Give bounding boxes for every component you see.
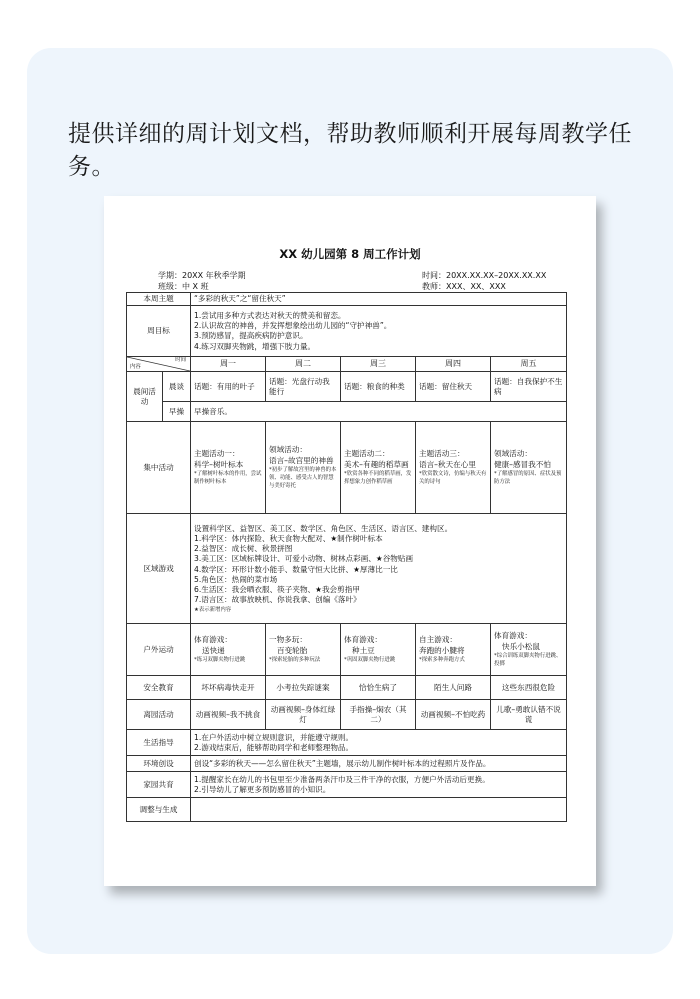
goals-list (191, 306, 567, 357)
area-item: 4.数学区：环形计数小能手、数量守恒大比拼、★厚薄比一比 (194, 564, 398, 574)
outdoor-note: *练习双脚夹物行进跳 (194, 656, 246, 663)
morning-exercise-value: 早操音乐。 (191, 402, 567, 422)
leave-cell: 儿歌–勇敢认错不说谎 (491, 700, 567, 730)
morning-exercise-row (127, 402, 567, 422)
area-item: 设置科学区、益智区、美工区、数学区、角色区、生活区、语言区、建构区。 (194, 523, 453, 533)
morning-talk-cell: 话题：有用的叶子 (191, 372, 266, 402)
area-item: 1.科学区：体内探险、秋天食物大配对、★制作树叶标本 (194, 533, 383, 543)
group-activity-cell (416, 422, 491, 514)
semester-info: 学期：20XX 年秋季学期 (158, 271, 246, 280)
time-info: 时间：20XX.XX.XX–20XX.XX.XX (422, 271, 547, 280)
group-activity-row (127, 422, 567, 514)
outdoor-name: 种土豆 (352, 645, 375, 655)
activity-note: *欣赏各种不同的稻草画，发挥想象力创作稻草画 (344, 470, 412, 485)
class-info: 班级：中 X 班 (158, 282, 209, 291)
header-content-label: 内容 (130, 363, 141, 370)
activity-type: 领域活动： (494, 449, 532, 459)
outdoor-name: 百变轮胎 (277, 645, 308, 655)
area-item: 2.益智区：成长树、秋景拼图 (194, 544, 293, 554)
life-label: 生活指导 (127, 730, 191, 756)
morning-talk-cell: 话题：自我保护不生病 (491, 372, 567, 402)
leave-cell: 动画视频–不怕吃药 (416, 700, 491, 730)
outdoor-name: 送快递 (202, 645, 225, 655)
leave-row (127, 700, 567, 730)
weekly-plan-table (126, 292, 567, 822)
area-game-list (191, 514, 567, 624)
morning-talk-cell: 话题：光盘行动我能行 (266, 372, 341, 402)
diagonal-header-cell (127, 357, 191, 372)
leave-cell: 动画视频–我不挑食 (191, 700, 266, 730)
group-activity-cell (491, 422, 567, 514)
outdoor-name: 奔跑的小腱将 (419, 645, 465, 655)
document-page (104, 196, 596, 886)
group-activity-cell (191, 422, 266, 514)
morning-exercise-label: 早操 (163, 402, 191, 422)
safety-cell: 陌生人问路 (416, 676, 491, 700)
area-item: 5.角色区：热闹的菜市场 (194, 574, 278, 584)
outdoor-row (127, 624, 567, 676)
home-item: 2.引导幼儿了解更多预防感冒的小知识。 (194, 784, 331, 794)
outdoor-note: *探索多种奔跑方式 (419, 656, 465, 663)
group-activity-cell (266, 422, 341, 514)
theme-label: 本周主题 (127, 293, 191, 306)
day-header-row (127, 357, 567, 372)
outdoor-name: 快乐小松鼠 (502, 641, 540, 651)
area-game-label: 区域游戏 (127, 514, 191, 624)
group-activity-cell (341, 422, 416, 514)
day-tuesday: 周二 (266, 357, 341, 372)
area-item: 6.生活区：我会晒衣服、筷子夹物、★我会剪指甲 (194, 585, 360, 595)
environment-value: 创设“多彩的秋天——怎么留住秋天”主题墙，展示幼儿制作树叶标本的过程照片及作品。 (191, 756, 567, 772)
leave-label: 离园活动 (127, 700, 191, 730)
outdoor-note: *探索轮胎的多种玩法 (269, 656, 321, 663)
outdoor-cell (266, 624, 341, 676)
home-label: 家园共育 (127, 772, 191, 798)
leave-cell: 动画视频–身体红绿灯 (266, 700, 341, 730)
adjust-label: 调整与生成 (127, 798, 191, 822)
area-game-row (127, 514, 567, 624)
day-thursday: 周四 (416, 357, 491, 372)
day-friday: 周五 (491, 357, 567, 372)
morning-talk-label: 晨谈 (163, 372, 191, 402)
activity-note: *了解树叶标本的作用，尝试制作树叶标本 (194, 470, 262, 485)
day-monday: 周一 (191, 357, 266, 372)
document-title: XX 幼儿园第 8 周工作计划 (279, 247, 421, 261)
activity-type: 主题活动二： (344, 449, 390, 459)
environment-row (127, 756, 567, 772)
goal-item: 3.预防感冒，提高疾病防护意识。 (194, 331, 308, 341)
morning-label: 晨间活动 (127, 372, 163, 422)
safety-cell: 这些东西很危险 (491, 676, 567, 700)
activity-name: 美术–有趣的稻草画 (344, 459, 409, 469)
life-list (191, 730, 567, 756)
activity-type: 领域活动： (269, 445, 307, 455)
safety-cell: 小考拉失踪谜案 (266, 676, 341, 700)
outdoor-type: 一物多玩： (269, 635, 307, 645)
morning-talk-cell: 话题：留住秋天 (416, 372, 491, 402)
outdoor-cell (341, 624, 416, 676)
area-footnote: ★表示新增内容 (194, 606, 232, 613)
outdoor-label: 户外运动 (127, 624, 191, 676)
day-wednesday: 周三 (341, 357, 416, 372)
life-row (127, 730, 567, 756)
activity-name: 语言–秋天在心里 (419, 459, 476, 469)
outdoor-cell (416, 624, 491, 676)
morning-talk-row (127, 372, 567, 402)
leave-cell: 手指操–焖农（其二） (341, 700, 416, 730)
area-item: 3.美工区：区域标牌设计、可爱小动物、树林点彩画、★谷物贴画 (194, 554, 414, 564)
outdoor-note: *巩固双脚夹物行进跳 (344, 656, 396, 663)
home-item: 1.提醒家长在幼儿的书包里至少准备两条汗巾及三件干净的衣服，方便户外活动后更换。 (194, 774, 490, 784)
area-item: 7.语言区：故事放映机、你说我拿、创编《落叶》 (194, 595, 361, 605)
group-activity-label: 集中活动 (127, 422, 191, 514)
safety-row (127, 676, 567, 700)
outdoor-cell (491, 624, 567, 676)
outdoor-note: *综合训练双脚夹物行进跳、投掷 (494, 652, 562, 667)
activity-note: *初步了解故宫里的神兽的本领、功能、感受古人的智慧与美好寄托 (269, 466, 337, 490)
header-time-label: 时间 (175, 357, 186, 364)
activity-type: 主题活动三： (419, 449, 465, 459)
goals-label: 周目标 (127, 306, 191, 357)
outdoor-type: 体育游戏： (344, 635, 382, 645)
activity-name: 语言–故宫里的神兽 (269, 455, 334, 465)
goals-row (127, 306, 567, 357)
safety-cell: 坏坏病毒快走开 (191, 676, 266, 700)
outdoor-cell (191, 624, 266, 676)
goal-item: 4.练习双脚夹物跳，增强下肢力量。 (194, 341, 316, 351)
adjust-row (127, 798, 567, 822)
outdoor-type: 自主游戏： (419, 635, 457, 645)
morning-talk-cell: 话题：粮食的种类 (341, 372, 416, 402)
headline: 提供详细的周计划文档，帮助教师顺利开展每周教学任务。 (68, 121, 632, 180)
goal-item: 1.尝试用多种方式表达对秋天的赞美和留恋。 (194, 310, 346, 320)
adjust-value (191, 798, 567, 822)
activity-name: 科学–树叶标本 (194, 459, 244, 469)
life-item: 1.在户外活动中树立规则意识，并能遵守规则。 (194, 732, 354, 742)
activity-name: 健康–感冒我不怕 (494, 459, 551, 469)
theme-value: “多彩的秋天”之“留住秋天” (191, 293, 567, 306)
theme-row (127, 293, 567, 306)
outdoor-type: 体育游戏： (494, 631, 532, 641)
activity-type: 主题活动一： (194, 449, 240, 459)
teacher-info: 教师：XXX、XX、XXX (422, 282, 506, 291)
safety-cell: 恰恰生病了 (341, 676, 416, 700)
home-row (127, 772, 567, 798)
environment-label: 环境创设 (127, 756, 191, 772)
goal-item: 2.认识故宫的神兽，并发挥想象绘出幼儿园的“守护神兽”。 (194, 321, 392, 330)
home-list (191, 772, 567, 798)
safety-label: 安全教育 (127, 676, 191, 700)
activity-note: *了解感冒的原因、症状及预防方法 (494, 470, 562, 485)
outdoor-type: 体育游戏： (194, 635, 232, 645)
activity-note: *欣赏散文诗，仿编与秋天有关的诗句 (419, 470, 487, 485)
life-item: 2.游戏结束后，能够帮助同学和老师整理物品。 (194, 742, 354, 752)
